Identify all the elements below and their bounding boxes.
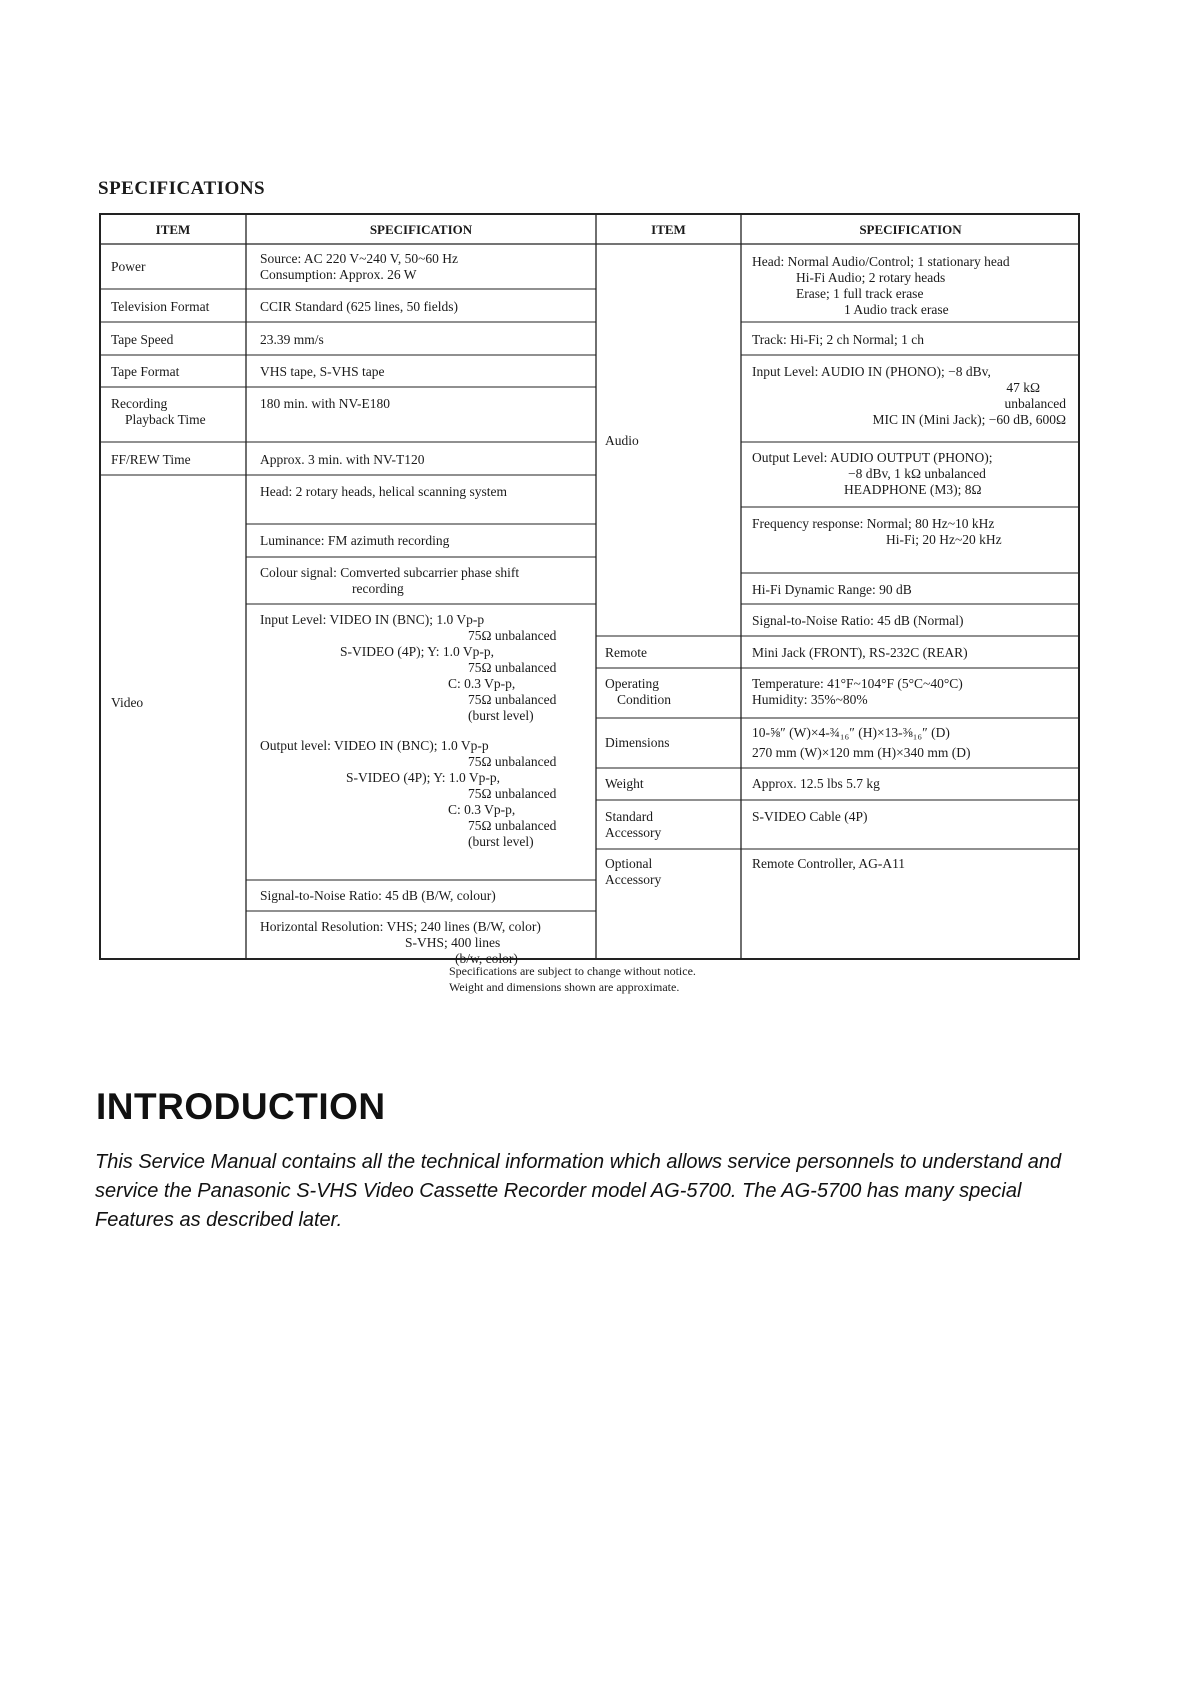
spec-weight: Approx. 12.5 lbs 5.7 kg [752, 776, 880, 791]
header-spec-left: SPECIFICATION [369, 222, 473, 237]
table-grid [99, 213, 1081, 961]
item-power: Power [111, 259, 146, 274]
spec-video-output-level: Output level: VIDEO IN (BNC); 1.0 Vp-p 75Ω unbalanced S-VIDEO (4P); Y: 1.0 Vp-p, 75Ω unbalanced C: 0.3 Vp-p, 75Ω unbalanced (burst level) [260, 738, 557, 849]
spec-video-luminance: Luminance: FM azimuth recording [260, 533, 450, 548]
item-television-format: Television Format [111, 299, 210, 314]
spec-audio-dynamic-range: Hi-Fi Dynamic Range: 90 dB [752, 582, 912, 597]
item-audio: Audio [605, 433, 639, 448]
item-tape-format: Tape Format [111, 364, 180, 379]
specifications-title: SPECIFICATIONS [98, 178, 266, 199]
item-ffrew-time: FF/REW Time [111, 452, 191, 467]
item-dimensions: Dimensions [605, 735, 670, 750]
spec-television-format: CCIR Standard (625 lines, 50 fields) [260, 299, 458, 314]
spec-audio-output-level: Output Level: AUDIO OUTPUT (PHONO); −8 dBv, 1 kΩ unbalanced HEADPHONE (M3); 8Ω [752, 450, 993, 497]
spec-tape-format: VHS tape, S-VHS tape [260, 364, 385, 379]
spec-video-snr: Signal-to-Noise Ratio: 45 dB (B/W, colour) [260, 888, 496, 903]
spec-power: Source: AC 220 V~240 V, 50~60 Hz Consumption: Approx. 26 W [260, 251, 458, 282]
specifications-table [99, 213, 1081, 966]
spec-standard-accessory: S-VIDEO Cable (4P) [752, 809, 868, 824]
spec-video-input-level: Input Level: VIDEO IN (BNC); 1.0 Vp-p 75Ω unbalanced S-VIDEO (4P); Y: 1.0 Vp-p, 75Ω unbalanced C: 0.3 Vp-p, 75Ω unbalanced (burst level) [260, 612, 557, 723]
spec-ffrew-time: Approx. 3 min. with NV-T120 [260, 452, 425, 467]
item-optional-accessory: Optional Accessory [605, 856, 662, 887]
spec-dimensions: 10-⅝″ (W)×4-¾₁₆″ (H)×13-⅜₁₆″ (D) 270 mm (W)×120 mm (H)×340 mm (D) [752, 725, 971, 760]
spec-audio-snr: Signal-to-Noise Ratio: 45 dB (Normal) [752, 613, 964, 628]
spec-audio-frequency-response: Frequency response: Normal; 80 Hz~10 kHz Hi-Fi; 20 Hz~20 kHz [752, 516, 1002, 547]
spec-recording-playback-time: 180 min. with NV-E180 [260, 396, 391, 411]
spec-remote: Mini Jack (FRONT), RS-232C (REAR) [752, 645, 968, 660]
item-recording-playback-time: Recording Playback Time [111, 396, 206, 427]
item-standard-accessory: Standard Accessory [605, 809, 662, 840]
spec-audio-head: Head: Normal Audio/Control; 1 stationary head Hi-Fi Audio; 2 rotary heads Erase; 1 full track erase 1 Audio track erase [752, 254, 1010, 317]
spec-tape-speed: 23.39 mm/s [260, 332, 324, 347]
item-video: Video [111, 695, 144, 710]
header-item-left: ITEM [155, 222, 191, 237]
spec-optional-accessory: Remote Controller, AG-A11 [752, 856, 906, 871]
header-item-right: ITEM [651, 222, 686, 237]
spec-audio-track: Track: Hi-Fi; 2 ch Normal; 1 ch [752, 332, 924, 347]
spec-audio-input-level: Input Level: AUDIO IN (PHONO); −8 dBv, 47 kΩ unbalanced MIC IN (Mini Jack); −60 dB, 600Ω [752, 364, 1066, 427]
spec-operating-condition: Temperature: 41°F~104°F (5°C~40°C) Humidity: 35%~80% [752, 676, 963, 707]
item-weight: Weight [605, 776, 644, 791]
spec-video-horizontal-resolution: Horizontal Resolution: VHS; 240 lines (B/W, color) S-VHS; 400 lines (b/w, color) [260, 919, 541, 966]
item-tape-speed: Tape Speed [111, 332, 174, 347]
header-spec-right: SPECIFICATION [859, 222, 962, 237]
introduction-paragraph: This Service Manual contains all the technical information which allows service personnels to understand and service the Panasonic S-VHS Video Cassette Recorder model AG-5700. The AG-5700 has many special Features as described later. [95, 1151, 1062, 1231]
item-remote: Remote [605, 645, 647, 660]
spec-video-head: Head: 2 rotary heads, helical scanning system [260, 484, 508, 499]
introduction-title: INTRODUCTION [96, 1086, 386, 1127]
spec-video-colour-signal: Colour signal: Comverted subcarrier phase shift recording [260, 565, 520, 596]
specifications-footnote: Specifications are subject to change without notice. Weight and dimensions shown are approximate. [449, 964, 696, 994]
item-operating-condition: Operating Condition [605, 676, 672, 707]
